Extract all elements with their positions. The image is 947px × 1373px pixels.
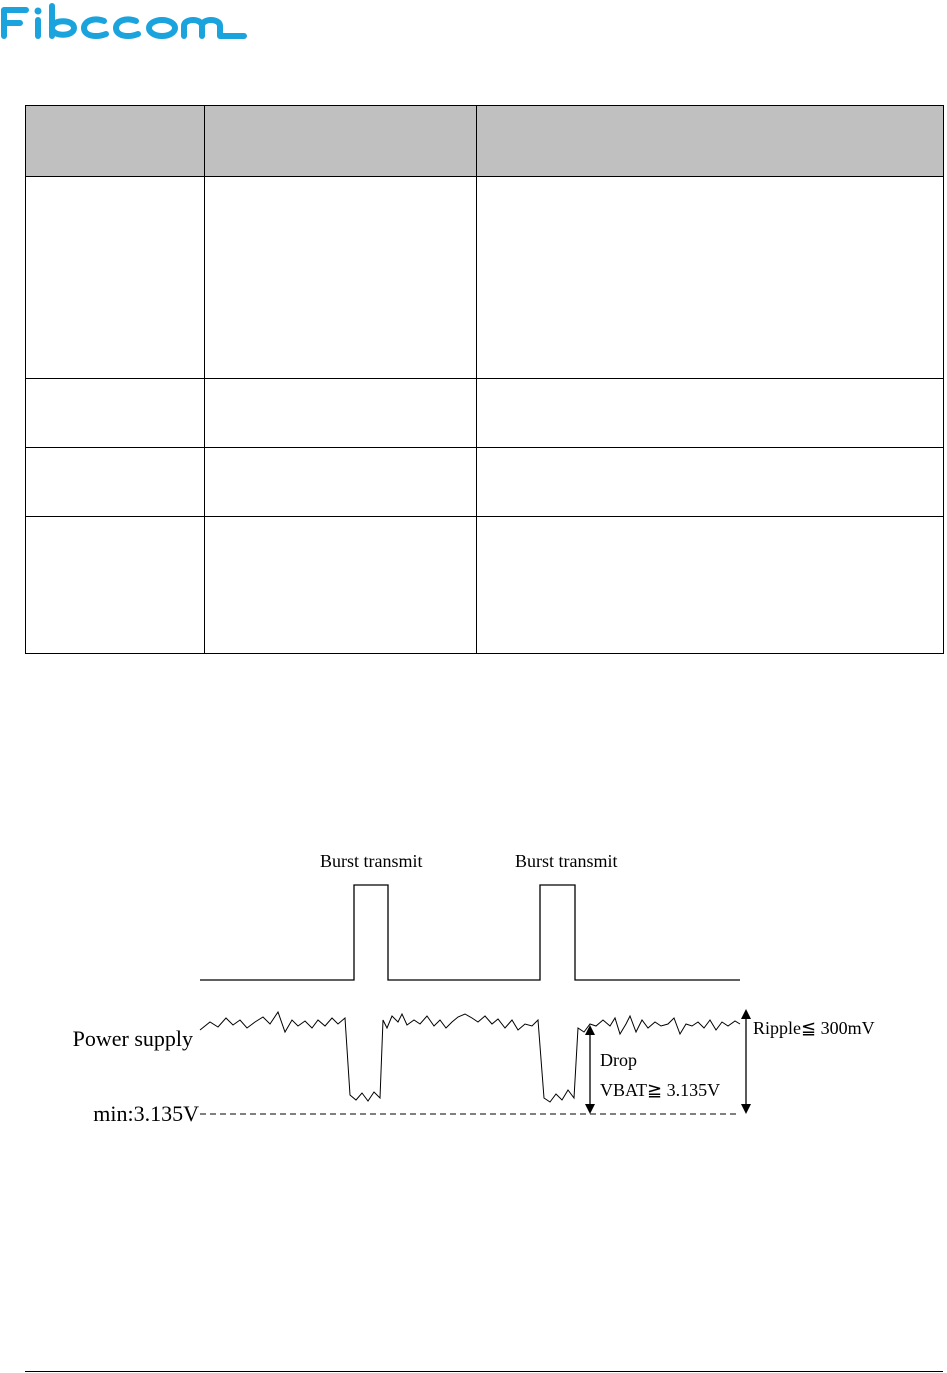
vbat-label: VBAT≧ 3.135V — [600, 1080, 721, 1100]
table-cell — [477, 379, 944, 448]
table-cell — [26, 177, 205, 379]
table-row — [26, 379, 944, 448]
table-cell — [205, 448, 477, 517]
ripple-label: Ripple≦ 300mV — [753, 1018, 875, 1038]
power-supply-label: Power supply — [72, 1026, 193, 1051]
logo-dot — [35, 8, 42, 15]
burst-transmit-label-2: Burst transmit — [515, 851, 618, 871]
drop-label: Drop — [600, 1050, 637, 1070]
table-cell — [205, 177, 477, 379]
burst-signal-line — [200, 885, 740, 980]
footer-rule — [25, 1371, 943, 1372]
spec-table — [25, 105, 944, 654]
table-row — [26, 517, 944, 654]
power-supply-diagram — [0, 830, 947, 1140]
table-cell — [26, 448, 205, 517]
table-cell — [477, 517, 944, 654]
table-header-cell — [26, 106, 205, 177]
table-cell — [205, 517, 477, 654]
table-cell — [477, 177, 944, 379]
fibocom-logo — [0, 0, 260, 46]
table-cell — [477, 448, 944, 517]
table-row — [26, 177, 944, 379]
min-voltage-label: min:3.135V — [93, 1101, 199, 1126]
table-header-cell — [205, 106, 477, 177]
table-row — [26, 448, 944, 517]
table-cell — [26, 517, 205, 654]
table-cell — [26, 379, 205, 448]
burst-transmit-label-1: Burst transmit — [320, 851, 423, 871]
table-header-cell — [477, 106, 944, 177]
table-cell — [205, 379, 477, 448]
table-header-row — [26, 106, 944, 177]
